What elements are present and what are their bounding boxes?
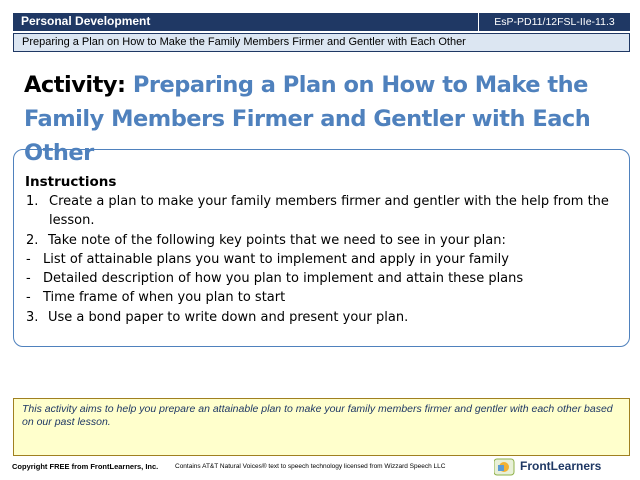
list-marker: 1. [26, 194, 39, 209]
list-item: Time frame of when you plan to start [43, 290, 286, 305]
activity-label: Activity: [24, 72, 126, 98]
copyright-text [12, 462, 158, 471]
header-bar [13, 13, 630, 31]
list-item: Take note of the following key points that we need to see in your plan: [48, 233, 506, 248]
voices-credit: Contains AT&T Natural Voices® text to speech technology licensed from Wizzard Speech LLC [175, 463, 446, 470]
list-marker: - [26, 271, 31, 286]
logo-label: FrontLearners [520, 459, 602, 473]
copyright-label: Copyright FREE from FrontLearners, Inc. [12, 462, 159, 471]
list-item: Use a bond paper to write down and present your plan. [48, 310, 409, 325]
instructions-title: Instructions [25, 174, 117, 190]
list-marker: 3. [26, 310, 39, 325]
list-item: lesson. [49, 213, 95, 228]
list-marker: - [26, 290, 31, 305]
lesson-subtitle: Preparing a Plan on How to Make the Family Members Firmer and Gentler with Each Other [13, 33, 630, 52]
list-item: Detailed description of how you plan to implement and attain these plans [43, 271, 524, 286]
activity-note: This activity aims to help you prepare an attainable plan to make your family members firmer and gentler with each other based on our past lesson. [13, 398, 630, 456]
list-marker: 2. [26, 233, 39, 248]
competency-code: EsP-PD11/12FSL-IIe-11.3 [478, 13, 630, 31]
list-item: List of attainable plans you want to implement and apply in your family [43, 252, 509, 267]
list-marker: - [26, 252, 31, 267]
subject-label: Personal Development [21, 14, 151, 28]
list-item: Create a plan to make your family members firmer and gentler with the help from the [49, 194, 609, 209]
activity-title: Preparing a Plan on How to Make the Family Members Firmer and Gentler with Each Other [24, 72, 591, 166]
